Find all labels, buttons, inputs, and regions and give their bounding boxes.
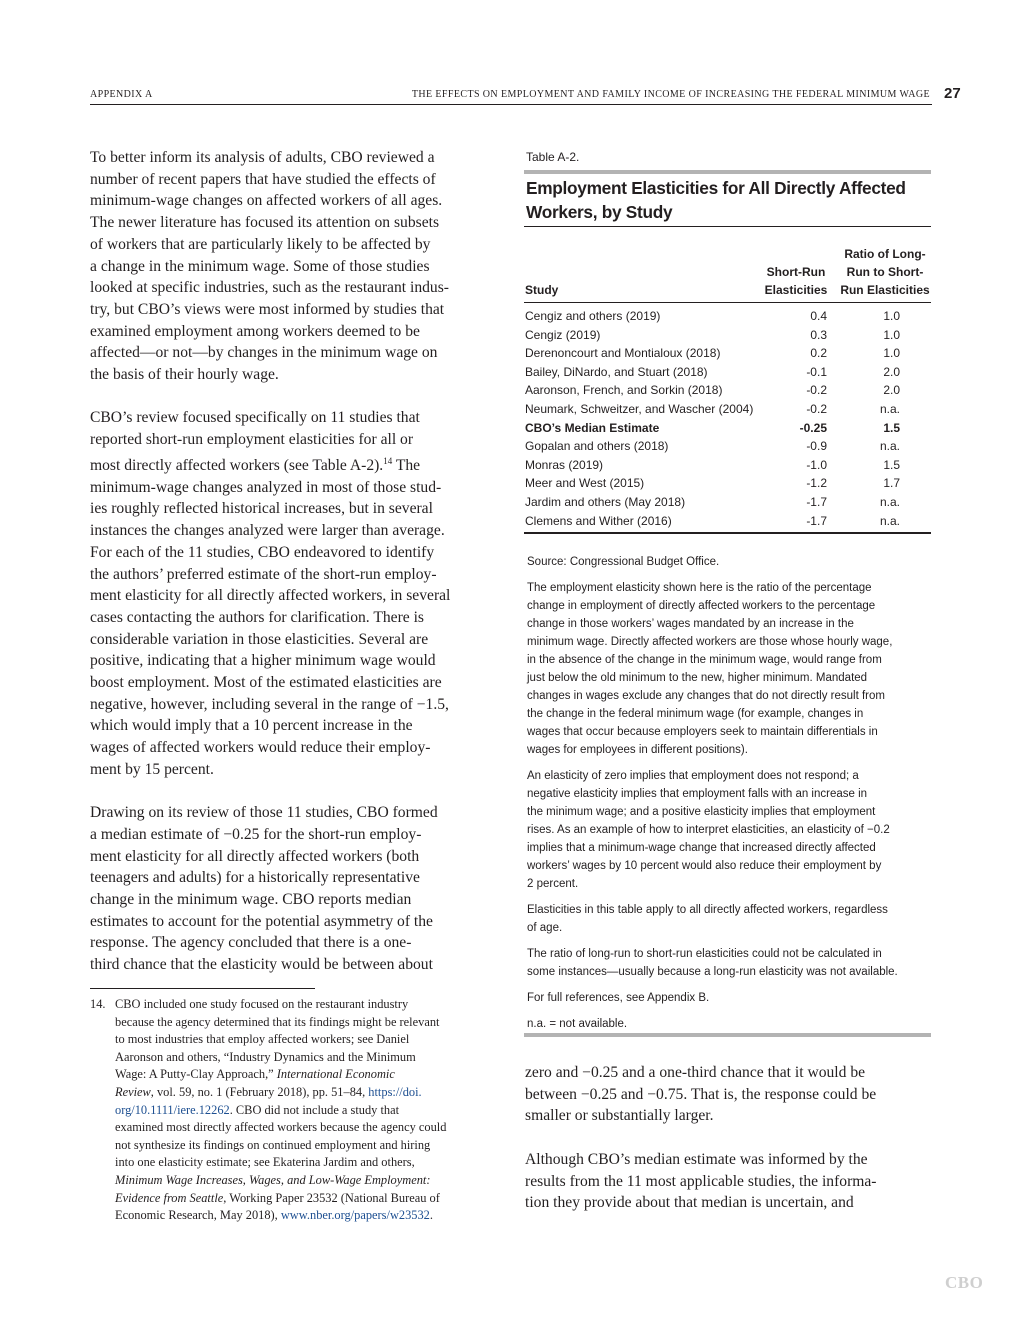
header-line: Ratio of Long- xyxy=(844,247,926,261)
cell-study: CBO’s Median Estimate xyxy=(525,420,660,435)
text-line: instances the changes analyzed were larger than average. xyxy=(90,522,445,540)
footnote-line: Aaronson and others, “Industry Dynamics and the Minimum xyxy=(115,1049,416,1064)
table-note-na: n.a. = not available. xyxy=(527,1018,628,1030)
text-line: affected—or not—by changes in the minimum wage on xyxy=(90,344,438,362)
footnote-number: 14. xyxy=(90,997,106,1011)
table-row-median xyxy=(525,419,931,438)
cell-short-run: -0.9 xyxy=(806,439,827,454)
table-title: Employment Elasticities for All Directly Affected Workers, by Study xyxy=(526,178,906,222)
doi-link[interactable]: https://doi. xyxy=(368,1084,422,1099)
note-line: just below the old minimum to the new, higher minimum. Mandated xyxy=(527,672,868,684)
text-line: zero and −0.25 and a one-third chance that it would be xyxy=(525,1064,866,1081)
note-line: change in employment of directly affected workers to the percentage xyxy=(527,600,876,612)
footnote-line: not synthesize its findings on continued employment and hiring xyxy=(115,1137,431,1152)
table-bottom-rule xyxy=(524,532,931,534)
note-line: implies that a minimum-wage change that increased directly affected xyxy=(527,842,876,854)
cell-ratio: 1.5 xyxy=(883,457,900,472)
table-note xyxy=(527,579,931,759)
footnote-line: because the agency determined that its findings might be relevant xyxy=(115,1014,440,1029)
cell-study: Meer and West (2015) xyxy=(525,476,645,491)
cbo-logo: CBO xyxy=(945,1273,984,1292)
table-note xyxy=(527,767,931,893)
note-line: Elasticities in this table apply to all directly affected workers, regardless xyxy=(527,904,888,916)
text-line: teenagers and adults) for a historically representative xyxy=(90,869,420,887)
column-header-short-run xyxy=(755,263,837,299)
note-line: 2 percent. xyxy=(527,878,579,890)
text-fragment: Wage: A Putty-Clay Approach,” xyxy=(115,1067,274,1082)
cell-study: Jardim and others (May 2018) xyxy=(525,494,686,509)
text-line: The newer literature has focused its attention on subsets xyxy=(90,214,440,232)
text-line: cases contacting the authors for clarification. There is xyxy=(90,608,424,626)
text-fragment: The xyxy=(395,457,421,475)
running-header-title: THE EFFECTS ON EMPLOYMENT AND FAMILY INCOME OF INCREASING THE FEDERAL MINIMUM WAGE xyxy=(411,89,930,100)
text-line: To better inform its analysis of adults, CBO reviewed a xyxy=(90,149,435,166)
note-line: rises. As an example of how to interpret elasticities, an elasticity of −0.2 xyxy=(527,824,890,836)
text-line: examined employment among workers deemed to be xyxy=(90,322,420,340)
cell-short-run: -0.1 xyxy=(806,364,827,379)
note-line: wages that occur because employers seek to maintain differentials in xyxy=(527,726,878,738)
paper-title: Evidence from Seattle xyxy=(115,1190,224,1205)
note-line: the change in the federal minimum wage (for example, changes in xyxy=(527,708,864,720)
text-line: results from the 11 most applicable studies, the informa- xyxy=(525,1172,877,1190)
cell-ratio: n.a. xyxy=(879,494,900,509)
table-row xyxy=(525,474,931,493)
cell-short-run: 0.3 xyxy=(810,327,827,342)
text-line: For each of the 11 studies, CBO endeavored to identify xyxy=(90,543,435,561)
header-line: Run Elasticities xyxy=(840,283,930,297)
note-line: negative elasticity implies that employment falls with an increase in xyxy=(527,788,868,800)
paragraph-4 xyxy=(525,1062,930,1127)
text-line: considerable variation in those elasticities. Several are xyxy=(90,630,429,648)
table-row xyxy=(525,512,931,531)
cell-short-run: -1.0 xyxy=(806,457,827,472)
footnote-rule xyxy=(90,988,315,989)
cell-ratio: 1.0 xyxy=(883,346,900,361)
cell-short-run: -0.2 xyxy=(806,383,827,398)
cell-ratio: 1.7 xyxy=(883,476,900,491)
journal-title: Review xyxy=(115,1084,151,1099)
header-line: Elasticities xyxy=(764,283,828,297)
left-column xyxy=(90,147,490,998)
text-fragment: , vol. 59, no. 1 (February 2018), pp. 51–84, xyxy=(150,1084,366,1099)
footnote-line: examined most directly affected workers because the agency could xyxy=(115,1120,447,1135)
nber-link[interactable]: www.nber.org/papers/w23532 xyxy=(280,1208,430,1223)
text-line: positive, indicating that a higher minimum wage would xyxy=(90,652,436,670)
paper-title: Minimum Wage Increases, Wages, and Low-Wage Employment: xyxy=(115,1172,431,1187)
table-row xyxy=(525,363,931,382)
cell-ratio: n.a. xyxy=(879,439,900,454)
text-line: Drawing on its review of those 11 studies, CBO formed xyxy=(90,804,438,822)
cell-study: Neumark, Schweitzer, and Wascher (2004) xyxy=(525,401,754,416)
note-line: wages for employees in different positions). xyxy=(527,744,748,756)
cell-study: Derenoncourt and Montialoux (2018) xyxy=(525,346,721,361)
cell-study: Aaronson, French, and Sorkin (2018) xyxy=(525,383,723,398)
text-line: reported short-run employment elasticities for all or xyxy=(90,431,414,449)
note-line: workers’ wages by 10 percent would also reduce their employment by xyxy=(527,860,882,872)
cell-study: Cengiz and others (2019) xyxy=(525,309,661,323)
cell-study: Monras (2019) xyxy=(525,457,604,472)
cell-short-run: -1.2 xyxy=(806,476,827,491)
column-header-ratio xyxy=(838,245,932,299)
text-line: change in the minimum wage. CBO reports median xyxy=(90,891,412,909)
text-line: wages of affected workers would reduce their employ- xyxy=(90,739,431,757)
table-source: Source: Congressional Budget Office. xyxy=(527,556,720,568)
note-line: The ratio of long-run to short-run elasticities could not be calculated in xyxy=(527,948,882,960)
table-row xyxy=(525,344,931,363)
cell-short-run: -1.7 xyxy=(806,494,827,509)
text-fragment: . xyxy=(429,1208,433,1223)
cell-ratio: 1.5 xyxy=(883,420,900,435)
table-note-references: For full references, see Appendix B. xyxy=(527,992,710,1004)
text-line: ment elasticity for all directly affected workers, in several xyxy=(90,587,451,605)
footnote-line xyxy=(115,1207,495,1225)
table-label: Table A-2. xyxy=(526,150,580,164)
table-row xyxy=(525,456,931,475)
page-number: 27 xyxy=(944,85,961,102)
running-header-left: APPENDIX A xyxy=(90,89,153,100)
table-row xyxy=(525,326,931,345)
table-row xyxy=(525,437,931,456)
table-row xyxy=(525,307,931,326)
text-line: ment elasticity for all directly affected workers (both xyxy=(90,847,420,865)
table-notes xyxy=(527,553,931,1041)
cell-study: Clemens and Wither (2016) xyxy=(525,513,672,528)
table-row xyxy=(525,493,931,512)
note-line: in the absence of the change in the minimum wage, would range from xyxy=(527,654,882,666)
text-line: minimum-wage changes analyzed in most of those stud- xyxy=(90,478,442,496)
table-body xyxy=(525,307,931,530)
column-header-study: Study xyxy=(525,283,559,297)
text-line: minimum-wage changes on affected workers of all ages. xyxy=(90,192,443,210)
cell-study: Bailey, DiNardo, and Stuart (2018) xyxy=(525,364,708,379)
text-line: tion they provide about that median is uncertain, and xyxy=(525,1194,854,1212)
note-line: The employment elasticity shown here is the ratio of the percentage xyxy=(527,582,872,594)
note-line: some instances—usually because a long-run elasticity was not available. xyxy=(527,966,898,978)
paragraph-3 xyxy=(90,802,490,976)
footnote-text xyxy=(115,996,495,1225)
table-note xyxy=(527,901,931,937)
footnote-line xyxy=(115,1172,495,1190)
header-line: Short-Run xyxy=(766,265,826,279)
doi-link[interactable]: org/10.1111/iere.12262 xyxy=(115,1102,230,1117)
text-line: Although CBO’s median estimate was informed by the xyxy=(525,1150,868,1168)
text-line: smaller or substantially larger. xyxy=(525,1107,714,1125)
text-line: the basis of their hourly wage. xyxy=(90,366,279,384)
text-line: a change in the minimum wage. Some of those studies xyxy=(90,257,430,275)
text-line: CBO’s review focused specifically on 11 studies that xyxy=(90,409,420,427)
cell-short-run: -1.7 xyxy=(806,513,827,528)
journal-title: International Economic xyxy=(276,1067,395,1082)
cell-short-run: 0.4 xyxy=(810,309,827,323)
footnote-line: CBO included one study focused on the restaurant industry xyxy=(115,997,409,1011)
paragraph-5 xyxy=(525,1149,930,1214)
text-fragment: . CBO did not include a study that xyxy=(229,1102,400,1117)
text-line: number of recent papers that have studied the effects of xyxy=(90,170,436,188)
text-line: estimates to account for the potential asymmetry of the xyxy=(90,912,433,930)
footnote-line xyxy=(115,1102,495,1120)
right-column xyxy=(525,1062,930,1236)
cell-short-run: -0.2 xyxy=(806,401,827,416)
text-line: try, but CBO’s views were most informed by studies that xyxy=(90,300,445,318)
cell-study: Gopalan and others (2018) xyxy=(525,439,669,454)
note-line: changes in wages exclude any changes that do not directly result from xyxy=(527,690,885,702)
table-row xyxy=(525,400,931,419)
text-line: ment by 15 percent. xyxy=(90,760,214,778)
footnote-line: into one elasticity estimate; see Ekaterina Jardim and others, xyxy=(115,1155,415,1170)
text-line: third chance that the elasticity would be between about xyxy=(90,956,433,974)
cell-ratio: n.a. xyxy=(879,513,900,528)
paragraph-2 xyxy=(90,407,490,780)
table-title-rule xyxy=(524,226,931,227)
note-line: of age. xyxy=(527,922,563,934)
text-line: which would imply that a 10 percent increase in the xyxy=(90,717,413,735)
text-line: the authors’ preferred estimate of the short-run employ- xyxy=(90,565,437,583)
table-top-rule xyxy=(524,170,931,174)
cell-ratio: 2.0 xyxy=(883,364,900,379)
footnote-line: to most industries that employ affected workers; see Daniel xyxy=(115,1032,410,1047)
table-row xyxy=(525,381,931,400)
note-line: change in those workers’ wages mandated by an increase in the xyxy=(527,618,854,630)
cell-study: Cengiz (2019) xyxy=(525,327,601,342)
cell-short-run: 0.2 xyxy=(810,346,827,361)
paragraph-1 xyxy=(90,147,490,386)
note-line: the minimum wage; and a positive elasticity implies that employment xyxy=(527,806,876,818)
header-rule xyxy=(90,104,932,105)
text-fragment: most directly affected workers (see Table A-2). xyxy=(90,457,384,475)
footnote-line xyxy=(115,1084,495,1102)
footnote-14 xyxy=(90,996,495,1225)
cell-ratio: 1.0 xyxy=(883,327,900,342)
header-line: Run to Short- xyxy=(846,265,924,279)
text-line: looked at specific industries, such as the restaurant indus- xyxy=(90,279,449,297)
cell-ratio: 1.0 xyxy=(883,309,900,323)
table-end-rule xyxy=(524,1033,931,1037)
footnote-line xyxy=(115,1190,495,1208)
note-line: An elasticity of zero implies that employment does not respond; a xyxy=(527,770,859,782)
text-fragment: , Working Paper 23532 (National Bureau of xyxy=(223,1190,440,1205)
text-line: response. The agency concluded that there is a one- xyxy=(90,934,412,952)
text-line: a median estimate of −0.25 for the short-run employ- xyxy=(90,825,422,843)
text-line: boost employment. Most of the estimated elasticities are xyxy=(90,674,442,692)
text-line: ies roughly reflected historical increases, but in several xyxy=(90,500,433,518)
table-header-rule xyxy=(524,302,931,303)
cell-ratio: 2.0 xyxy=(883,383,900,398)
footnote-line xyxy=(115,1066,495,1084)
footnote-ref[interactable]: 14 xyxy=(383,455,393,466)
text-fragment: Economic Research, May 2018), xyxy=(115,1208,278,1223)
cell-ratio: n.a. xyxy=(879,401,900,416)
text-line: of workers that are particularly likely to be affected by xyxy=(90,235,431,253)
text-line: negative, however, including several in the range of −1.5, xyxy=(90,695,449,713)
note-line: minimum wage. Directly affected workers are those whose hourly wage, xyxy=(527,636,893,648)
cell-short-run: -0.25 xyxy=(799,420,827,435)
table-note xyxy=(527,945,931,981)
text-line: between −0.25 and −0.75. That is, the response could be xyxy=(525,1085,877,1103)
text-line xyxy=(90,451,490,477)
